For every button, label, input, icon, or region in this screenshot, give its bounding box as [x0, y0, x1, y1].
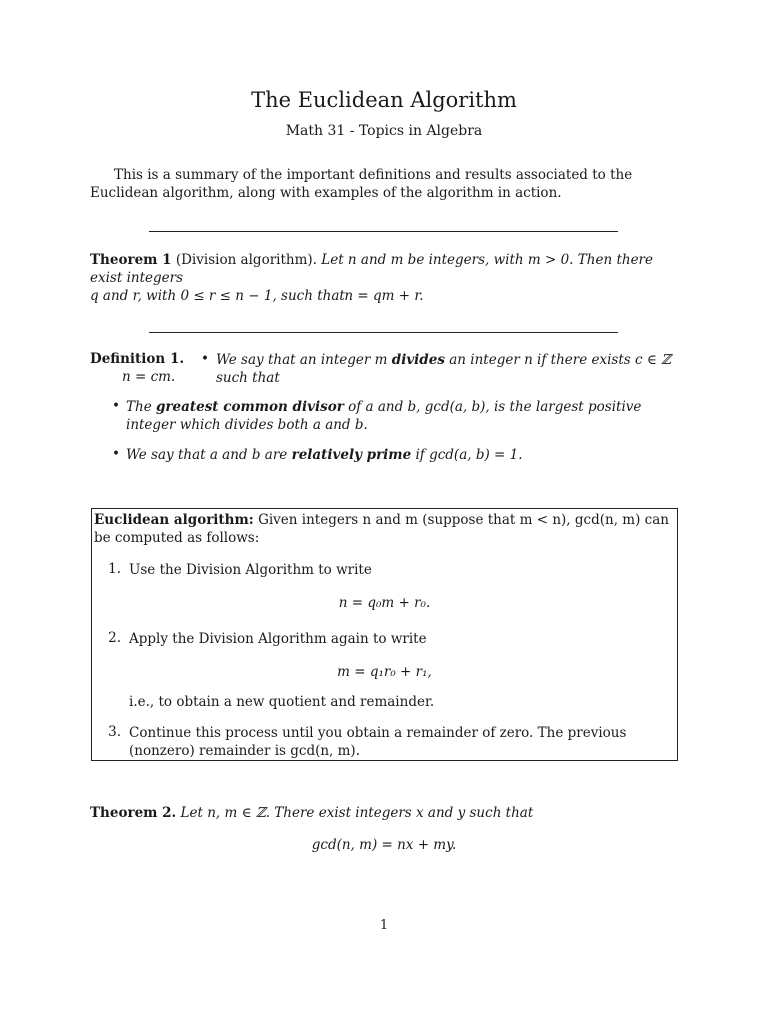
- theorem-1-name: (Division algorithm).: [175, 252, 317, 268]
- term-divides: divides: [391, 352, 445, 368]
- definition-item-text: We say that a and b are: [126, 447, 292, 463]
- definition-item-text: The: [126, 399, 156, 415]
- definition-1-label: Definition 1.: [90, 351, 185, 367]
- definition-item-divides: [216, 351, 680, 387]
- definition-item-text: We say that an integer m: [216, 352, 392, 368]
- page-title: The Euclidean Algorithm: [251, 88, 517, 112]
- definition-item-text: if gcd(a, b) = 1.: [411, 447, 523, 463]
- step-text: Apply the Division Algorithm again to write: [129, 631, 427, 647]
- theorem-2-statement: Let n, m ∈ ℤ. There exist integers x and y such that: [180, 805, 534, 821]
- bullet-icon: •: [112, 446, 120, 462]
- step-after-text: i.e., to obtain a new quotient and remainder.: [129, 694, 435, 710]
- definition-item-relatively-prime: [126, 446, 680, 464]
- theorem-1-statement-line2: q and r, with 0 ≤ r ≤ n − 1, such that: [90, 288, 345, 304]
- definition-item-text: an integer n if there exists c ∈ ℤ such that: [216, 352, 671, 386]
- theorem-2-equation: gcd(n, m) = nx + my.: [311, 837, 457, 853]
- step-number: 2.: [108, 630, 121, 646]
- definition-item-gcd: [126, 398, 680, 434]
- algorithm-intro-text: Given integers n and m (suppose that m < n), gcd(n, m) can be computed as follows:: [94, 512, 669, 546]
- bullet-icon: •: [201, 351, 209, 367]
- algorithm-label: Euclidean algorithm:: [94, 512, 254, 528]
- definition-item-divides-cont: n = cm.: [122, 369, 176, 385]
- intro-paragraph: This is a summary of the important definitions and results associated to the Euclidean algorithm, along with examples of the algorithm in action.: [90, 167, 633, 201]
- theorem-1-statement-line1: Let n and m be integers, with m > 0. Then there exist integers: [90, 252, 653, 286]
- step-text: Use the Division Algorithm to write: [129, 562, 372, 578]
- theorem-1-equation: n = qm + r.: [344, 288, 424, 304]
- step-number: 1.: [108, 561, 121, 577]
- page-subtitle: Math 31 - Topics in Algebra: [285, 123, 483, 139]
- step-equation: m = q₁r₀ + r₁,: [337, 664, 432, 680]
- term-relatively-prime: relatively prime: [291, 447, 412, 463]
- theorem-2-label: Theorem 2.: [90, 805, 177, 821]
- page-number: 1: [379, 918, 389, 933]
- divider-rule: [149, 231, 618, 232]
- theorem-2: [90, 805, 680, 821]
- theorem-1-label: Theorem 1: [90, 252, 172, 268]
- definition-item-text: of a and b, gcd(a, b), is the largest positive integer which divides both a and b.: [126, 399, 642, 433]
- algorithm-intro: [94, 511, 674, 547]
- step-number: 3.: [108, 724, 121, 740]
- bullet-icon: •: [112, 398, 120, 414]
- step-text: Continue this process until you obtain a remainder of zero. The previous (nonzero) remainder is gcd(n, m).: [129, 725, 627, 759]
- step-equation: n = q₀m + r₀.: [338, 595, 431, 611]
- term-greatest-common-divisor: greatest common divisor: [155, 399, 344, 415]
- divider-rule: [149, 332, 618, 333]
